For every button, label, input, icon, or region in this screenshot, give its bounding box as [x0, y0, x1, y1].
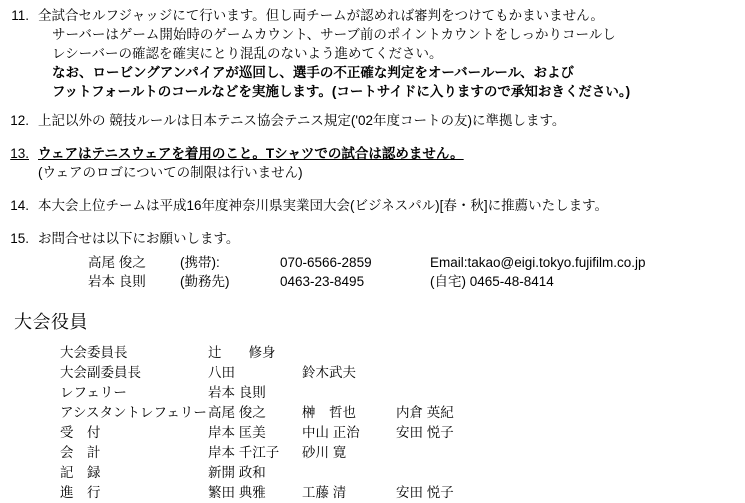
staff-member [302, 383, 396, 403]
contact-row [88, 253, 745, 272]
staff-member: 安田 悦子 [396, 485, 454, 500]
staff-member: 八田 [208, 365, 235, 380]
list-item [0, 196, 745, 215]
staff-member: 繁田 典雅 [208, 485, 266, 500]
staff-member [396, 363, 490, 383]
staff-role: 大会委員長 [60, 345, 128, 360]
rule-line: 全試合セルフジャッジにて行います。但し両チームが認めれば審判をつけてもかまいません。 [38, 8, 604, 23]
list-item-body [38, 144, 745, 182]
list-item-number: 14. [10, 198, 29, 213]
rule-line: (ウェアのロゴについての制限は行いません) [38, 165, 303, 180]
rule-line: お問合せは以下にお願いします。 [38, 231, 240, 246]
staff-member: 岩本 良則 [208, 385, 266, 400]
list-item [0, 229, 745, 248]
staff-member: 安田 悦子 [396, 425, 454, 440]
contact-block [0, 252, 745, 291]
staff-member [396, 443, 490, 463]
table-row [60, 403, 745, 423]
contact-name: 高尾 俊之 [88, 255, 146, 270]
rule-line: ウェアはテニスウェアを着用のこと。Tシャツでの試合は認めません。 [38, 146, 464, 161]
list-item [0, 111, 745, 130]
rule-line: レシーバーの確認を確実にとり混乱のないよう進めてください。 [52, 46, 443, 61]
staff-member: 鈴木武夫 [302, 365, 356, 380]
staff-member: 内倉 英紀 [396, 405, 454, 420]
contact-kind: (勤務先) [180, 274, 230, 289]
table-row [60, 383, 745, 403]
staff-member: 岸本 匡美 [208, 425, 266, 440]
staff-role: 記 録 [60, 465, 101, 480]
staff-role: レフェリー [60, 385, 127, 400]
staff-member [396, 343, 490, 363]
staff-table [0, 343, 745, 503]
staff-member [396, 463, 490, 483]
list-item-body [38, 196, 745, 215]
staff-role: 進 行 [60, 485, 101, 500]
staff-role: 大会副委員長 [60, 365, 141, 380]
staff-member [396, 383, 490, 403]
list-item [0, 6, 745, 101]
staff-member: 岸本 千江子 [208, 445, 280, 460]
table-row [60, 343, 745, 363]
contact-number: 070-6566-2859 [280, 255, 372, 270]
contact-row [88, 272, 745, 291]
contact-email: Email:takao@eigi.tokyo.fujifilm.co.jp [430, 255, 646, 270]
staff-role: 受 付 [60, 425, 101, 440]
staff-member: 新開 政和 [208, 465, 266, 480]
table-row [60, 423, 745, 443]
section-heading: 大会役員 [14, 312, 88, 332]
table-row [60, 483, 745, 503]
table-row [60, 443, 745, 463]
staff-member: 中山 正治 [302, 425, 360, 440]
list-item [0, 144, 745, 182]
list-item-number: 15. [10, 231, 29, 246]
table-row [60, 363, 745, 383]
list-item-number: 13. [10, 146, 29, 161]
staff-member [302, 343, 396, 363]
list-item-body [38, 229, 745, 248]
rule-line: サーバーはゲーム開始時のゲームカウント、サーブ前のポイントカウントをしっかりコールし [52, 27, 616, 42]
list-item-number: 11. [11, 8, 29, 23]
staff-member: 辻 修身 [208, 345, 276, 360]
rule-line: なお、ロービングアンパイアが巡回し、選手の不正確な判定をオーバールール、および [52, 65, 575, 80]
staff-member: 高尾 俊之 [208, 405, 266, 420]
contact-number: 0463-23-8495 [280, 274, 365, 289]
staff-role: アシスタントレフェリー [60, 405, 207, 420]
list-item-number: 12. [10, 113, 29, 128]
contact-home-number: (自宅) 0465-48-8414 [430, 274, 554, 289]
rule-line: フットフォールトのコールなどを実施します。(コートサイドに入りますので承知おきください。) [52, 84, 631, 99]
staff-member: 榊 哲也 [302, 405, 356, 420]
contact-kind: (携帯): [180, 255, 220, 270]
table-row [60, 463, 745, 483]
list-item-body [38, 111, 745, 130]
staff-member: 工藤 清 [302, 485, 347, 500]
rule-line: 本大会上位チームは平成16年度神奈川県実業団大会(ビジネスパル)[春・秋]に推薦いたします。 [38, 198, 609, 213]
rule-line: 上記以外の 競技ルールは日本テニス協会テニス規定('02年度コートの友)に準拠します。 [38, 113, 566, 128]
contact-name: 岩本 良則 [88, 274, 146, 289]
staff-member [302, 463, 396, 483]
list-item-body [38, 6, 745, 101]
rules-list [0, 0, 745, 248]
staff-role: 会 計 [60, 445, 101, 460]
staff-member: 砂川 寛 [302, 445, 347, 460]
